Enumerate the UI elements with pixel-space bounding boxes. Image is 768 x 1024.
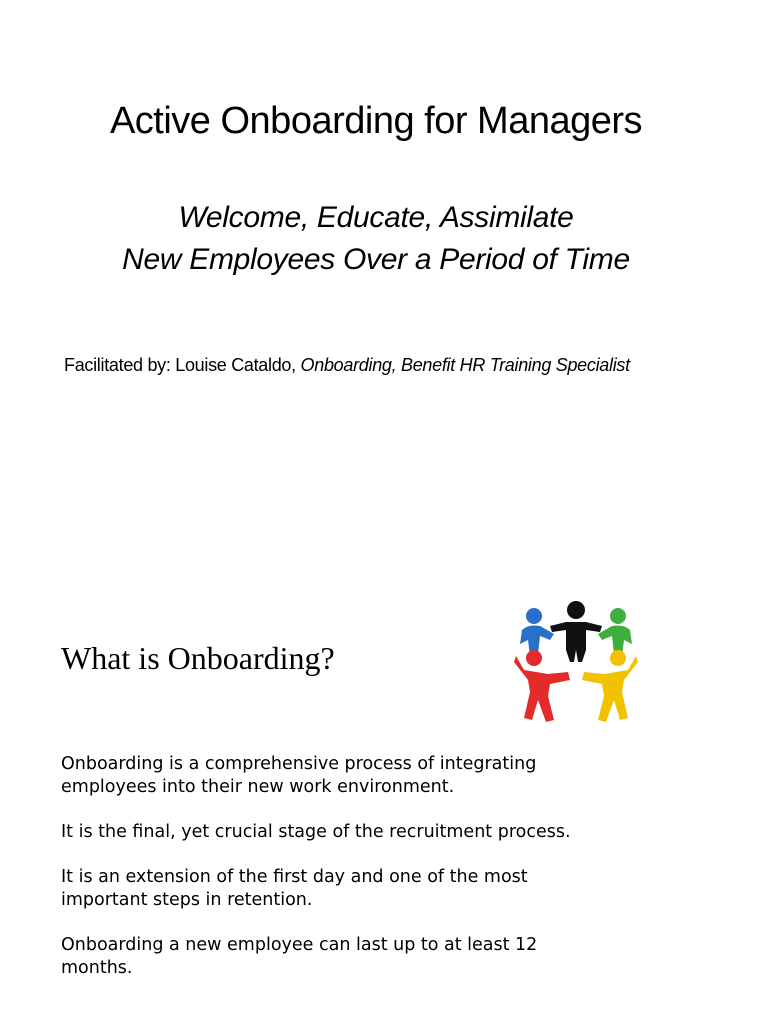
paragraph: It is an extension of the first day and one of the most important steps in retention. [61,867,528,910]
subtitle-line-1: Welcome, Educate, Assimilate [178,201,574,234]
people-circle-icon [510,600,642,735]
presentation-title: Active Onboarding for Managers [109,100,643,142]
facilitator-credit [64,355,764,376]
paragraph: It is the final, yet crucial stage of the recruitment process. [61,822,571,842]
paragraph: Onboarding a new employee can last up to at least 12 months. [61,935,538,978]
figure-yellow [582,650,638,722]
definition-body [61,753,571,1002]
section-title: What is Onboarding? [61,640,335,676]
figure-green [598,608,632,656]
facilitator-role: Onboarding, Benefit HR Training Specialist [300,355,630,375]
facilitator-name: Facilitated by: Louise Cataldo, [64,355,296,375]
figure-black [550,601,602,662]
slide-what-is-onboarding [0,575,768,1024]
figure-red [514,650,570,722]
figure-blue [520,608,554,656]
subtitle-line-2: New Employees Over a Period of Time [122,243,630,276]
paragraph: Onboarding is a comprehensive process of integrating employees into their new work environment. [61,754,537,797]
presentation-subtitle [0,197,752,281]
